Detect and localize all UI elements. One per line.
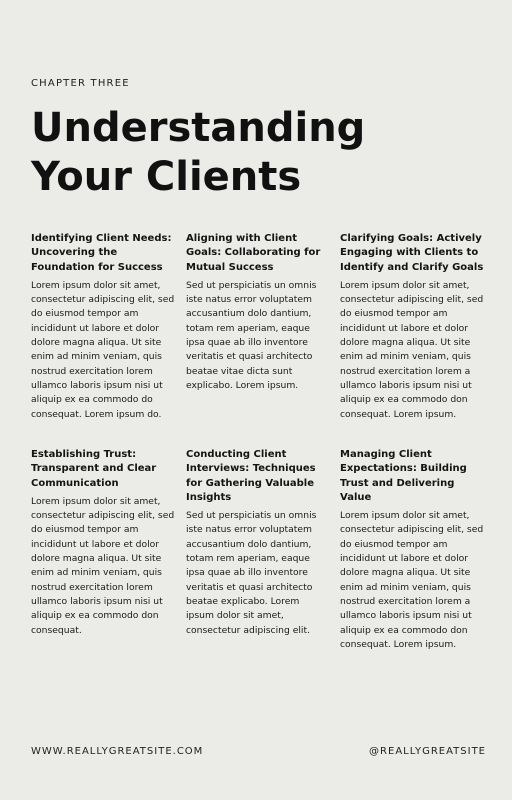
section-body: Lorem ipsum dolor sit amet, consectetur adipiscing elit, sed do eiusmod tempor am incididunt ut labore et dolor dolore magna aliqua. Ut site enim ad minim veniam, quis nostrud exercitation lorem ullamco laboris ipsum nisi ut aliquip ex ea commodo don consequat. xyxy=(31,495,175,636)
page-title-line-2: Your Clients xyxy=(31,154,302,200)
page-title-line-1: Understanding xyxy=(31,105,366,151)
section-body: Lorem ipsum dolor sit amet, consectetur adipiscing elit, sed do eiusmod tempor am incididunt ut labore et dolor dolore magna aliqua. Ut site enim ad minim veniam, quis nostrud exercitation lorem ullamco laboris ipsum nisi ut aliquip ex ea commodo do consequat. Lorem ipsum do. xyxy=(31,279,175,420)
section-identifying-client-needs xyxy=(31,232,175,422)
chapter-label: CHAPTER THREE xyxy=(31,78,130,89)
section-heading: Identifying Client Needs: Uncovering the Foundation for Success xyxy=(31,233,172,273)
section-aligning-client-goals xyxy=(186,232,330,393)
page-title xyxy=(31,104,491,202)
section-heading: Aligning with Client Goals: Collaborating for Mutual Success xyxy=(186,233,321,273)
section-body: Lorem ipsum dolor sit amet, consectetur adipiscing elit, sed do eiusmod tempor am incididunt ut labore et dolor dolore magna aliqua. Ut site enim ad minim veniam, quis nostrud exercitation lorem a ullamco laboris ipsum nisi ut aliquip ex ea commodo don consequat. Lorem ipsum. xyxy=(340,279,484,420)
section-heading: Conducting Client Interviews: Techniques for Gathering Valuable Insights xyxy=(186,449,316,503)
section-heading: Managing Client Expectations: Building Trust and Delivering Value xyxy=(340,449,467,503)
section-client-interviews xyxy=(186,448,330,638)
section-heading: Establishing Trust: Transparent and Clear Communication xyxy=(31,449,157,489)
section-heading: Clarifying Goals: Actively Engaging with Clients to Identify and Clarify Goals xyxy=(340,233,484,273)
footer-social-handle[interactable]: @REALLYGREATSITE xyxy=(369,746,486,757)
section-clarifying-goals xyxy=(340,232,484,422)
section-body: Lorem ipsum dolor sit amet, consectetur adipiscing elit, sed do eiusmod tempor am incididunt ut labore et dolor dolore magna aliqua. Ut site enim ad minim veniam, quis nostrud exercitation lorem a ullamco laboris ipsum nisi ut aliquip ex ea commodo don consequat. Lorem ipsum. xyxy=(340,510,484,650)
section-establishing-trust xyxy=(31,448,175,638)
section-body: Sed ut perspiciatis un omnis iste natus error voluptatem accusantium dolo dantium, totam rem aperiam, eaque ipsa quae ab illo inventore veritatis et quasi architecto beatae explicabo. Lorem ipsum dolor sit amet, consectetur adipiscing elit. xyxy=(186,510,317,636)
section-managing-expectations xyxy=(340,448,484,652)
footer-website-link[interactable]: WWW.REALLYGREATSITE.COM xyxy=(31,746,204,757)
section-body: Sed ut perspiciatis un omnis iste natus error voluptatem accusantium dolo dantium, totam rem aperiam, eaque ipsa quae ab illo inventore veritatis et quasi architecto beatae vitae dicta sunt explicabo. Lorem ipsum. xyxy=(186,279,317,391)
